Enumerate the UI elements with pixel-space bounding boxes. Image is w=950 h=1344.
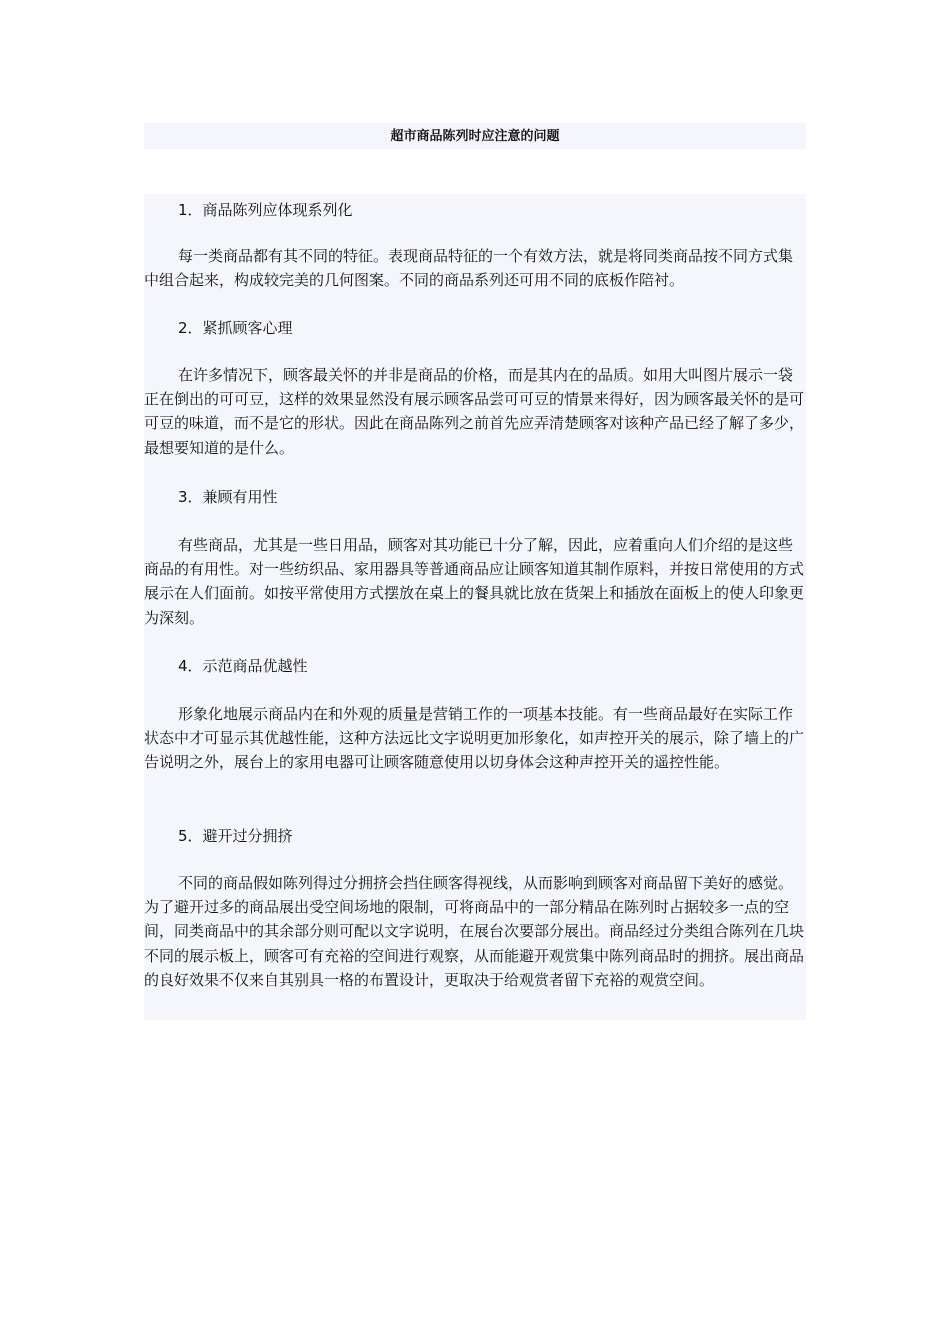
section-paragraph-4: 形象化地展示商品内在和外观的质量是营销工作的一项基本技能。有一些商品最好在实际工作状态中才可显示其优越性能，这种方法远比文字说明更加形象化，如声控开关的展示，除了墙上的广告说明之外，展台上的家用电器可让顾客随意使用以切身体会这种声控开关的遥控性能。: [144, 705, 805, 772]
article-body: [144, 194, 806, 1020]
section-heading-5: 5．避开过分拥挤: [178, 827, 293, 845]
section-heading-3: 3．兼顾有用性: [178, 488, 278, 506]
title-bar: [144, 123, 806, 149]
section-paragraph-3: 有些商品，尤其是一些日用品，顾客对其功能已十分了解，因此，应着重向人们介绍的是这些商品的有用性。对一些纺织品、家用器具等普通商品应让顾客知道其制作原料，并按日常使用的方式展示在人们面前。如按平常使用方式摆放在桌上的餐具就比放在货架上和插放在面板上的使人印象更为深刻。: [144, 536, 805, 627]
section-heading-2: 2．紧抓顾客心理: [178, 319, 293, 337]
page-title: 超市商品陈列时应注意的问题: [390, 129, 560, 144]
section-paragraph-2: 在许多情况下，顾客最关怀的并非是商品的价格，而是其内在的品质。如用大叫图片展示一袋正在倒出的可可豆，这样的效果显然没有展示顾客品尝可可豆的情景来得好，因为顾客最关怀的是可可豆的味道，而不是它的形状。因此在商品陈列之前首先应弄清楚顾客对该种产品已经了解了多少，最想要知道的是什么。: [144, 366, 805, 457]
section-heading-4: 4．示范商品优越性: [178, 657, 308, 675]
section-heading-1: 1．商品陈列应体现系列化: [178, 201, 353, 219]
section-paragraph-5: 不同的商品假如陈列得过分拥挤会挡住顾客得视线，从而影响到顾客对商品留下美好的感觉。为了避开过多的商品展出受空间场地的限制，可将商品中的一部分精品在陈列时占据较多一点的空间，同类商品中的其余部分则可配以文字说明，在展台次要部分展出。商品经过分类组合陈列在几块不同的展示板上，顾客可有充裕的空间进行观察，从而能避开观赏集中陈列商品时的拥挤。展出商品的良好效果不仅来自其别具一格的布置设计，更取决于给观赏者留下充裕的观赏空间。: [144, 874, 805, 989]
section-paragraph-1: 每一类商品都有其不同的特征。表现商品特征的一个有效方法，就是将同类商品按不同方式集中组合起来，构成较完美的几何图案。不同的商品系列还可用不同的底板作陪衬。: [144, 247, 794, 290]
